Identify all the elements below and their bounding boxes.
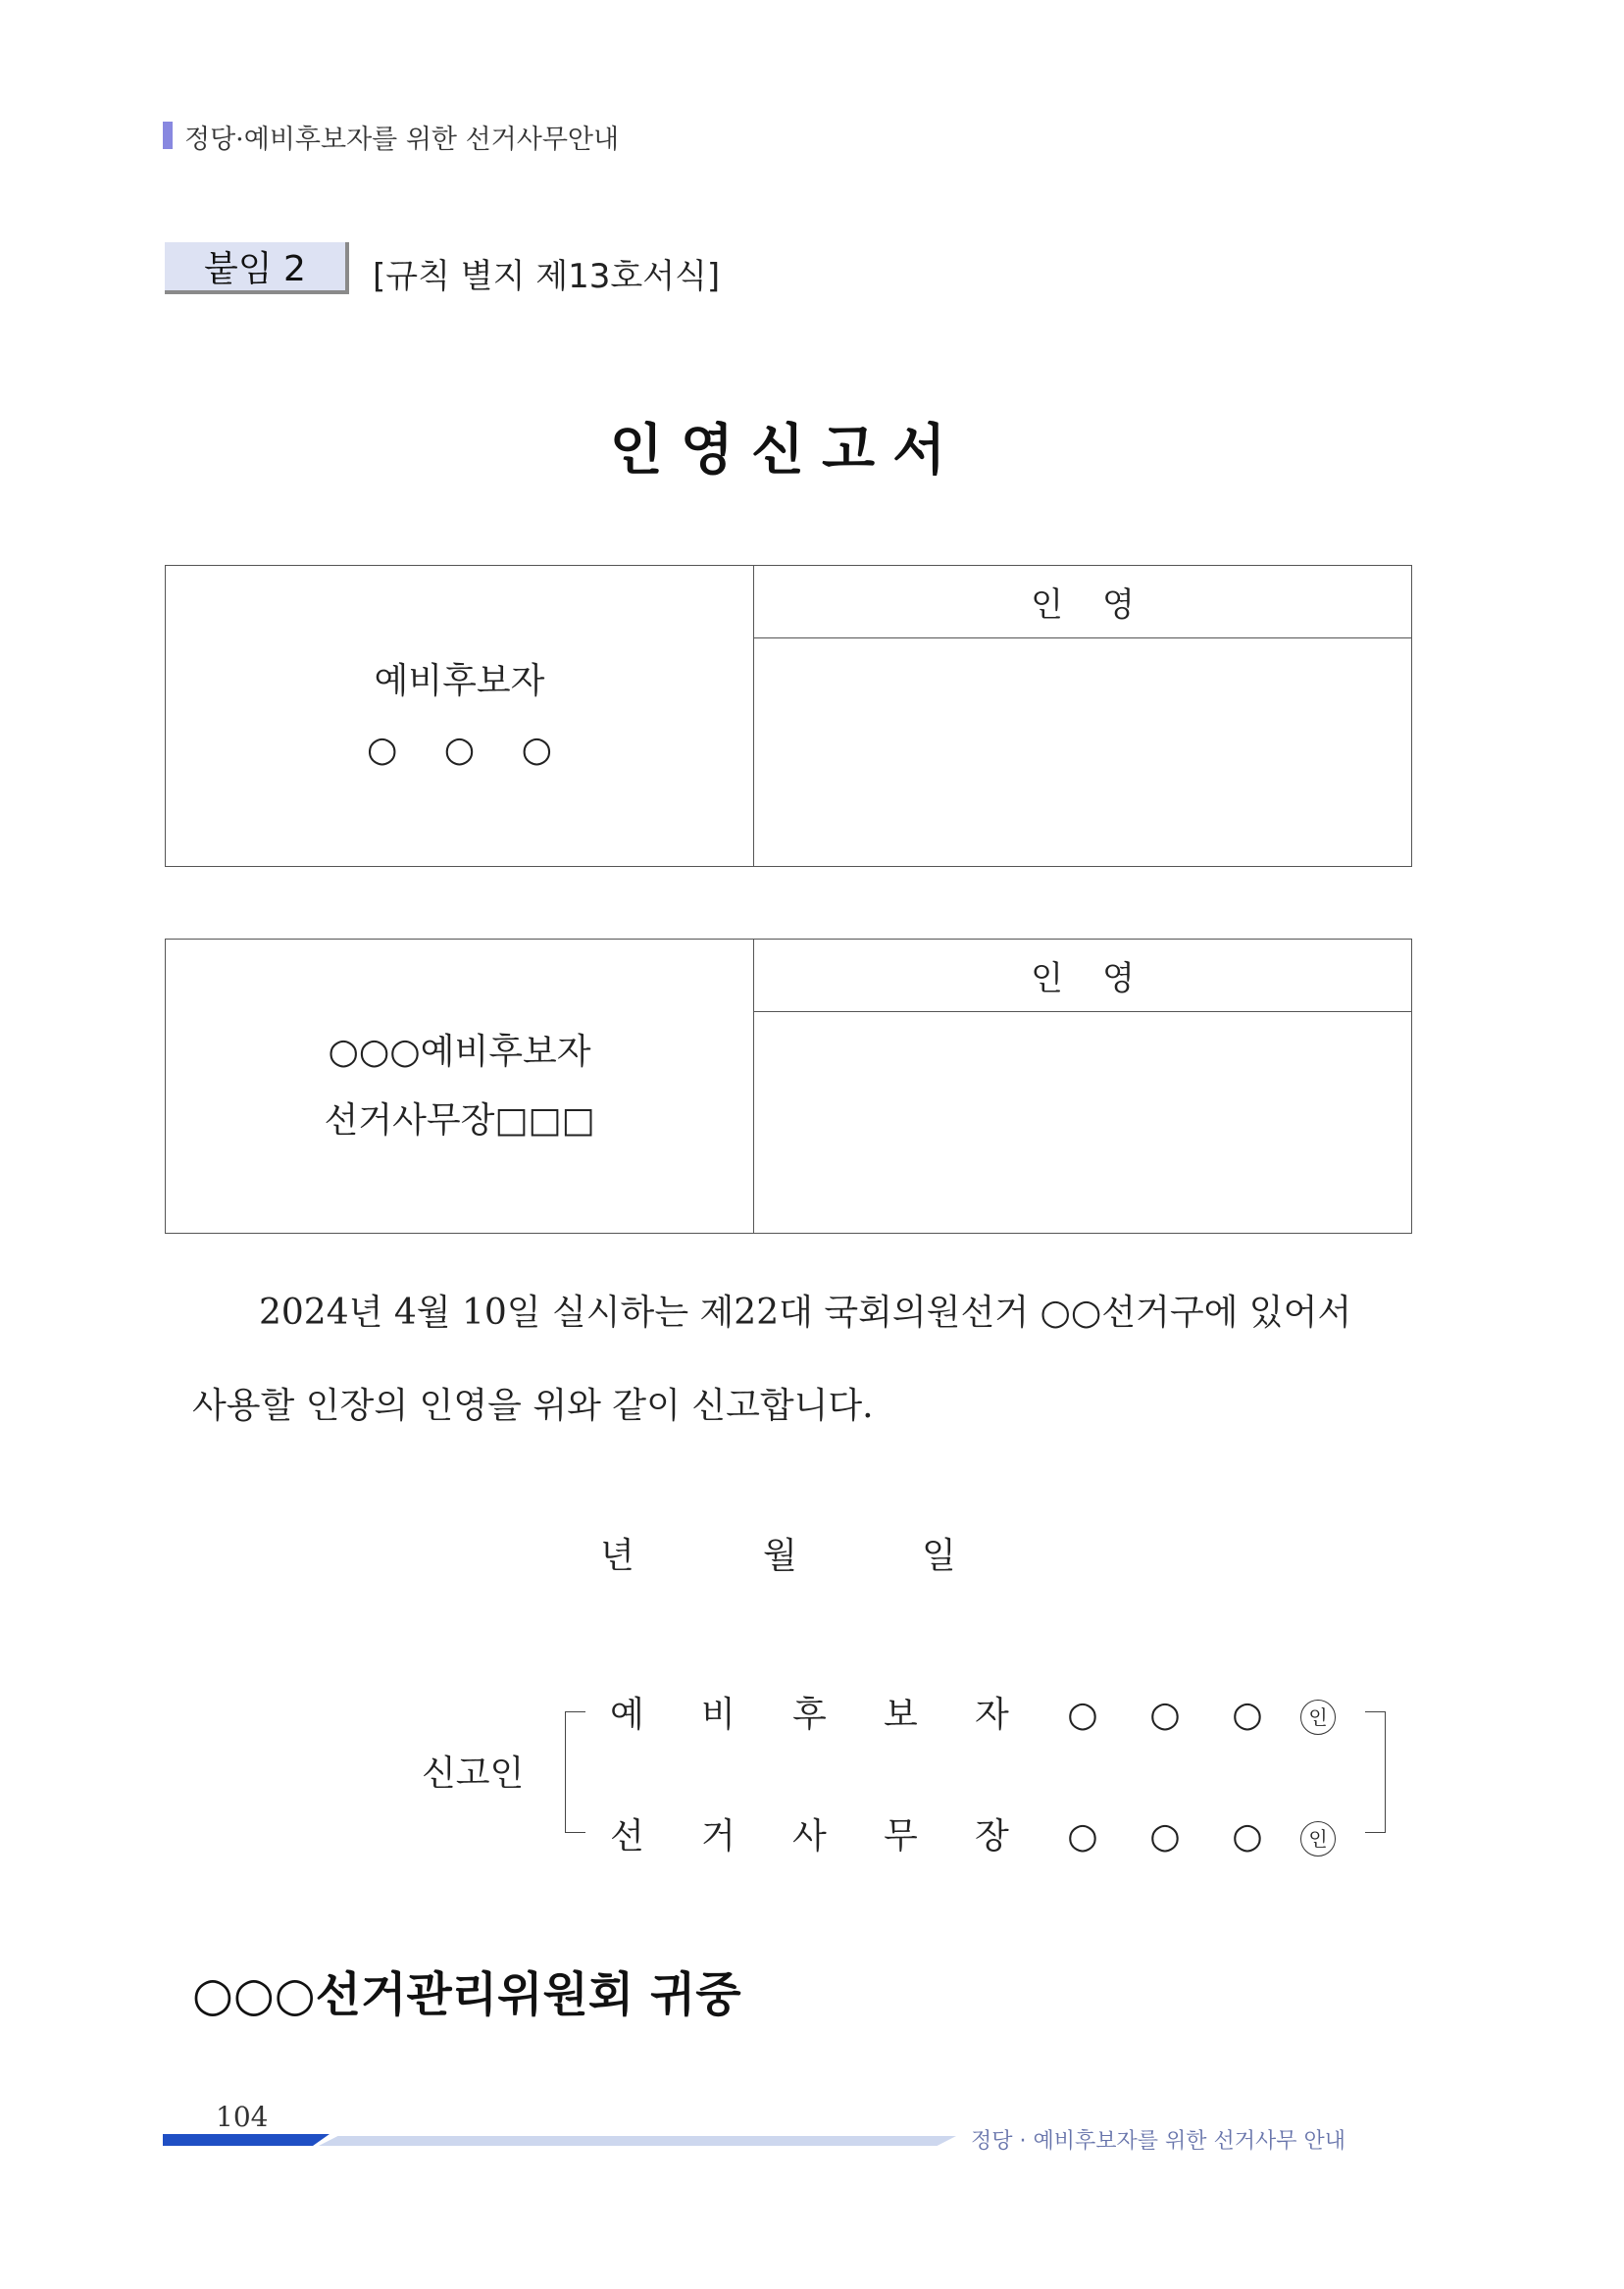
name-circle: ○ — [1067, 1695, 1098, 1735]
candidate-role: 예비후보자 — [374, 661, 545, 701]
sig-char: 거 — [701, 1816, 736, 1857]
name-circle: ○ — [1149, 1695, 1181, 1735]
signature-row-candidate — [610, 1687, 1336, 1737]
candidate-name-cell — [166, 566, 754, 866]
running-footer: 정당 · 예비후보자를 위한 선거사무 안내 — [971, 2129, 1345, 2154]
name-circle: ○ — [1067, 1816, 1098, 1857]
manager-candidate-line: ○○○예비후보자 — [328, 1031, 591, 1072]
body-line-2: 사용할 인장의 인영을 위와 같이 신고합니다. — [192, 1386, 874, 1426]
sig-char: 후 — [792, 1695, 827, 1735]
form-reference: [규칙 별지 제13호서식] — [373, 257, 721, 296]
document-title: 인영신고서 — [609, 418, 964, 483]
seal-mark: 인 — [1300, 1821, 1336, 1857]
manager-name-line: 선거사무장□□□ — [324, 1099, 595, 1141]
seal-impression-area — [754, 1013, 1411, 1233]
page-number: 104 — [216, 2101, 269, 2133]
footer-band-light — [319, 2136, 956, 2146]
seal-table-candidate — [165, 565, 1412, 867]
attachment-label: 붙임 2 — [165, 242, 349, 294]
right-bracket — [1365, 1711, 1386, 1833]
sig-char: 사 — [792, 1816, 827, 1857]
name-circle: ○ — [1232, 1695, 1263, 1735]
signature-row-manager — [610, 1808, 1336, 1858]
reporter-label: 신고인 — [422, 1754, 525, 1794]
footer-band-dark — [163, 2134, 330, 2146]
sig-char: 예 — [610, 1695, 644, 1735]
addressee: ○○○선거관리위원회 귀중 — [192, 1967, 741, 2022]
manager-name-cell — [166, 940, 754, 1233]
date-month: 월 — [763, 1536, 797, 1576]
header-accent-bar — [163, 122, 173, 149]
seal-impression-header: 인영 — [754, 566, 1411, 638]
name-circle: ○ — [1149, 1816, 1181, 1857]
sig-char: 무 — [884, 1816, 918, 1857]
candidate-name-placeholder: ○ ○ ○ — [366, 730, 571, 770]
left-bracket — [565, 1711, 585, 1833]
seal-mark: 인 — [1300, 1700, 1336, 1735]
sig-char: 보 — [884, 1695, 918, 1735]
sig-char: 장 — [975, 1816, 1009, 1857]
sig-char: 비 — [701, 1695, 736, 1735]
name-circle: ○ — [1232, 1816, 1263, 1857]
seal-impression-header: 인영 — [754, 940, 1411, 1012]
seal-table-manager — [165, 939, 1412, 1234]
body-line-1: 2024년 4월 10일 실시하는 제22대 국회의원선거 ○○선거구에 있어서 — [259, 1293, 1352, 1333]
seal-impression-area — [754, 639, 1411, 866]
sig-char: 선 — [610, 1816, 644, 1857]
date-day: 일 — [922, 1536, 956, 1576]
sig-char: 자 — [975, 1695, 1009, 1735]
date-year: 년 — [600, 1536, 634, 1576]
running-header: 정당·예비후보자를 위한 선거사무안내 — [184, 125, 620, 155]
